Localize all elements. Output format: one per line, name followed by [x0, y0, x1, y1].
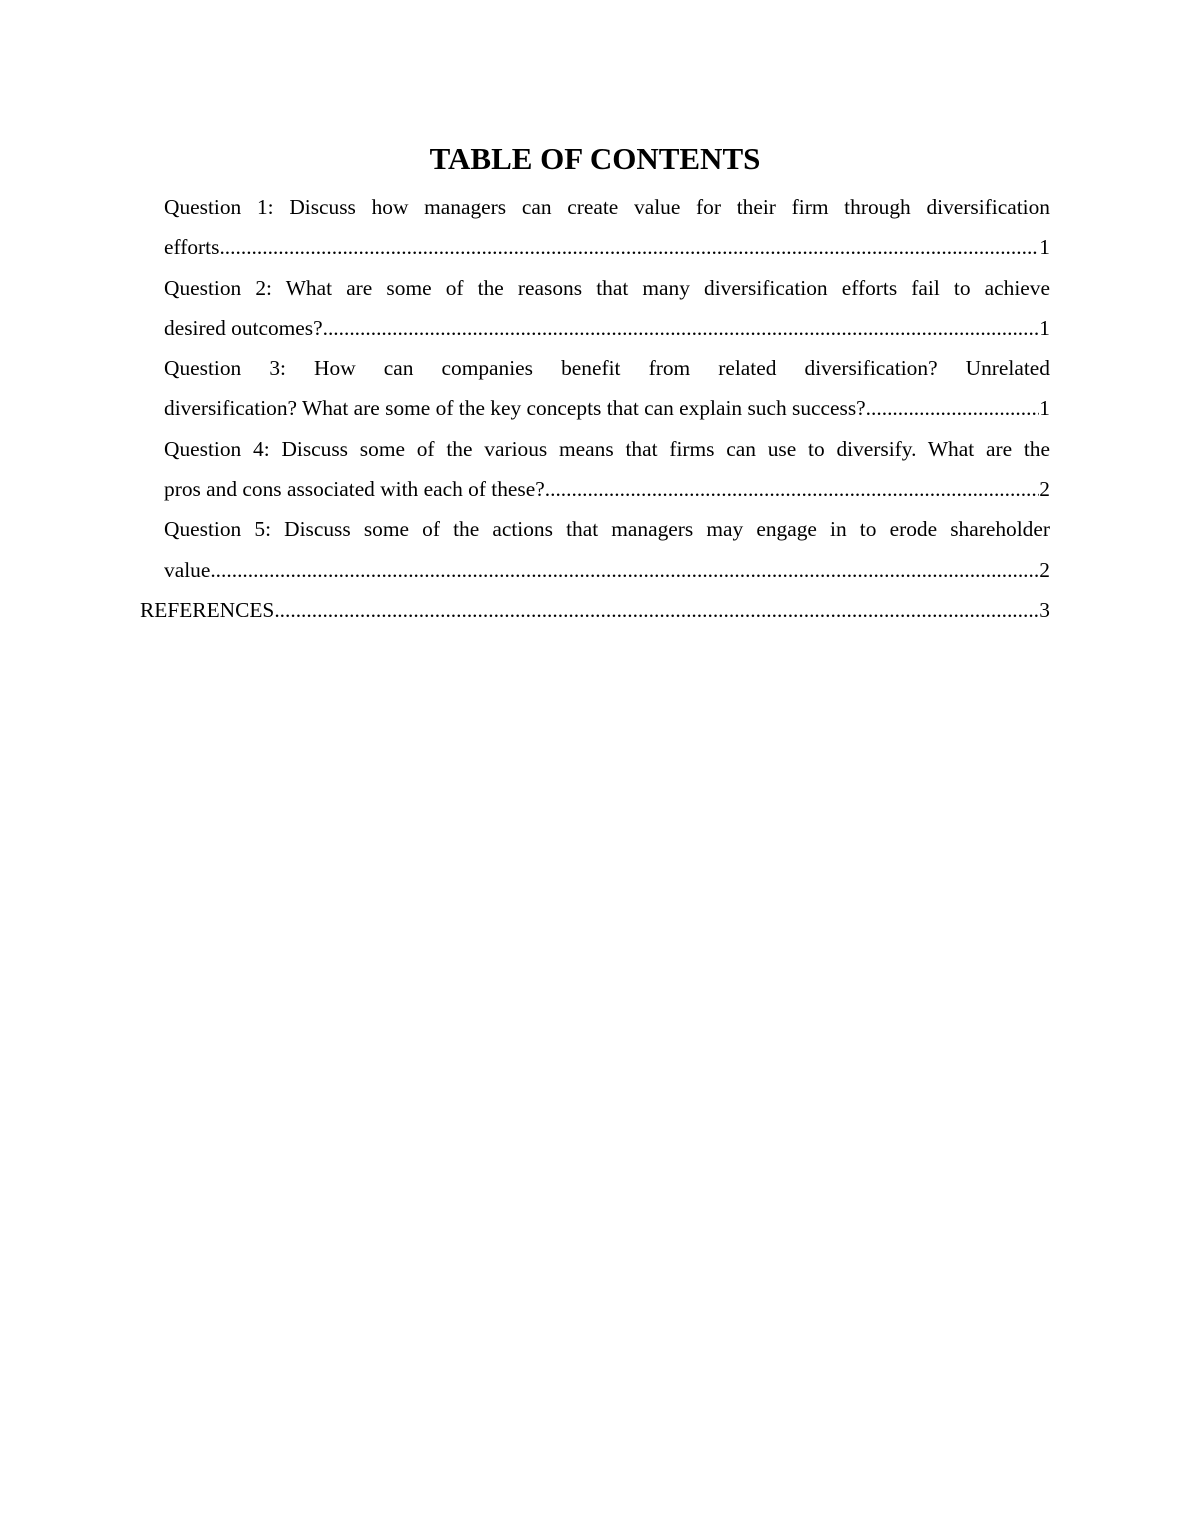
dot-leader [323, 308, 1040, 348]
toc-entry-references[interactable] [140, 590, 1050, 630]
toc-entry-question-2[interactable] [140, 268, 1050, 349]
toc-link-question-1[interactable] [164, 187, 1050, 268]
toc-page-number: 1 [1039, 396, 1050, 421]
dot-leader [866, 388, 1040, 428]
toc-entry-text: Question 5: Discuss some of the actions that managers may engage in to erode shareholder [164, 517, 1050, 542]
toc-entry-text-end: diversification? What are some of the key concepts that can explain such success? [164, 396, 866, 421]
toc-entry-last-line [164, 308, 1050, 348]
dot-leader [274, 590, 1039, 630]
toc-page-number: 3 [1039, 597, 1050, 622]
toc-link-question-2[interactable] [164, 268, 1050, 349]
toc-link-question-4[interactable] [164, 429, 1050, 510]
toc-entry-last-line [164, 550, 1050, 590]
toc-page-number: 2 [1039, 557, 1050, 582]
toc-link-question-3[interactable] [164, 348, 1050, 429]
toc-entry-question-3[interactable] [140, 348, 1050, 429]
toc-page-number: 1 [1039, 235, 1050, 260]
dot-leader [210, 550, 1039, 590]
dot-leader [219, 227, 1039, 267]
toc-entry-last-line [140, 590, 1050, 630]
toc-entry-text-end: desired outcomes? [164, 315, 323, 340]
toc-entry-text: Question 2: What are some of the reasons that many diversification efforts fail to achieve [164, 275, 1050, 300]
dot-leader [545, 469, 1040, 509]
toc-entry-last-line [164, 388, 1050, 428]
toc-entry-text-end: pros and cons associated with each of these? [164, 477, 545, 502]
toc-page-number: 1 [1039, 315, 1050, 340]
toc-entry-text: Question 3: How can companies benefit from related diversification? Unrelated [164, 356, 1050, 381]
toc-link-references[interactable] [140, 590, 1050, 630]
toc-link-question-5[interactable] [164, 509, 1050, 590]
toc-entry-text-end: efforts [164, 235, 220, 260]
toc-entry-text: Question 4: Discuss some of the various means that firms can use to diversify. What are the [164, 436, 1050, 461]
toc-entry-question-5[interactable] [140, 509, 1050, 590]
toc-entry-last-line [164, 227, 1050, 267]
toc-title: TABLE OF CONTENTS [429, 141, 761, 176]
toc-entry-text: Question 1: Discuss how managers can create value for their firm through diversification [164, 195, 1050, 219]
toc-entry-question-1[interactable] [140, 187, 1050, 268]
toc-entry-text-end: value [164, 557, 211, 582]
toc-list [140, 187, 1050, 630]
toc-page-number: 2 [1039, 477, 1050, 502]
toc-entry-last-line [164, 469, 1050, 509]
toc-entry-text-end: REFERENCES [140, 597, 275, 622]
toc-entry-question-4[interactable] [140, 429, 1050, 510]
